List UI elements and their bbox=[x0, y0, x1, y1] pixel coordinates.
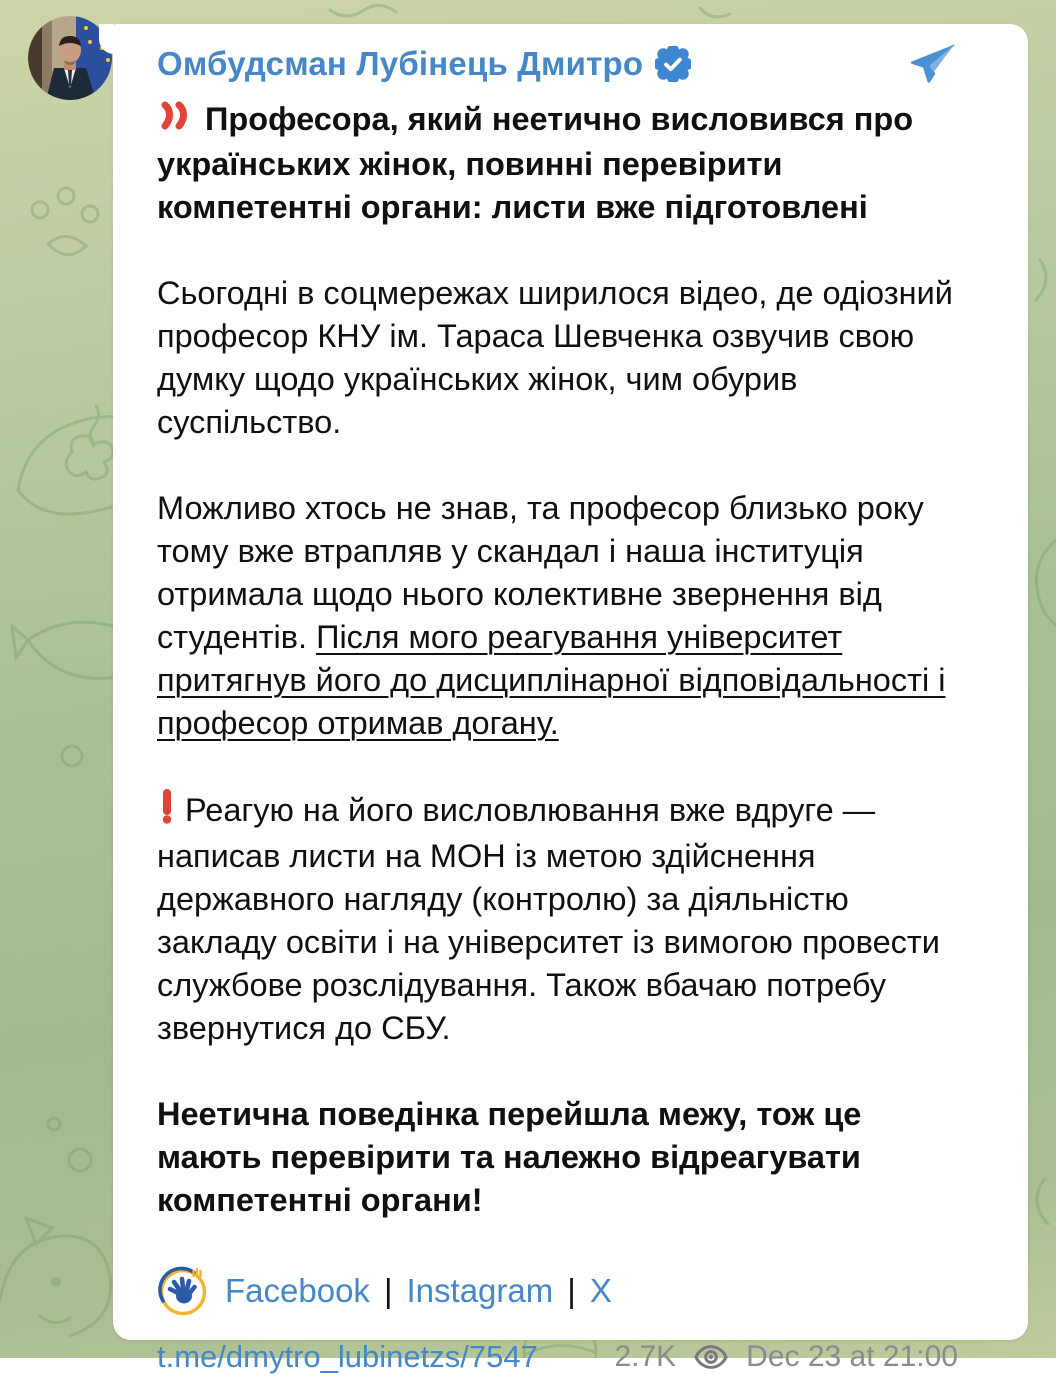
facebook-link[interactable]: Facebook bbox=[225, 1272, 370, 1309]
meta-right bbox=[614, 1337, 958, 1377]
paragraph-actions-text: Реагую на його висловлювання вже вдруге — написав листи на МОН із метою здійснення державного нагляду (контролю) за діяльністю закладу освіти і на університет із вимогою провести службове розслідування. Також вбачаю потребу звернутися до СБУ. bbox=[157, 792, 940, 1046]
x-link[interactable]: X bbox=[589, 1272, 612, 1309]
separator: | bbox=[383, 1272, 393, 1309]
telegram-share-icon[interactable] bbox=[908, 42, 958, 86]
paragraph-history-underlined: Після мого реагування університет притягнув його до дисциплінарної відповідальності і професор отримав догану. bbox=[157, 619, 946, 741]
post-title bbox=[157, 98, 958, 229]
message-body bbox=[157, 98, 958, 1265]
red-exclamation-icon bbox=[159, 788, 175, 835]
paragraph-video: Сьогодні в соцмережах ширилося відео, де одіозний професор КНУ ім. Тараса Шевченка озвучив свою думку щодо українських жінок, чим обурив суспільство. bbox=[157, 275, 953, 440]
paragraph-actions bbox=[157, 788, 958, 1050]
ombudsman-hand-logo-icon bbox=[157, 1265, 209, 1317]
message-bubble bbox=[113, 24, 1028, 1374]
paragraph-history bbox=[157, 487, 958, 745]
verified-badge-icon bbox=[655, 46, 691, 82]
views-count: 2.7K bbox=[614, 1340, 677, 1373]
meta-row bbox=[157, 1337, 958, 1377]
post-title-text: Професора, який неетично висловився про українських жінок, повинні перевірити компетентні органи: листи вже підготовлені bbox=[157, 101, 914, 225]
paragraph-conclusion: Неетична поведінка перейшла межу, тож це мають перевірити та належно відреагувати компетентні органи! bbox=[157, 1096, 862, 1218]
paragraph-history-plain: Можливо хтось не знав, та професор близько року тому вже втрапляв у скандал і наша інституція отримала щодо нього колективне звернення від студентів. bbox=[157, 490, 924, 655]
separator: | bbox=[567, 1272, 576, 1309]
channel-name[interactable]: Омбудсман Лубінець Дмитро bbox=[157, 45, 644, 82]
social-links-row bbox=[157, 1265, 958, 1317]
eye-icon bbox=[694, 1344, 728, 1370]
post-permalink[interactable]: t.me/dmytro_lubinetzs/7547 bbox=[157, 1339, 538, 1374]
message-header bbox=[157, 42, 958, 86]
red-quote-icon bbox=[159, 100, 195, 143]
post-date: Dec 23 at 21:00 bbox=[746, 1340, 958, 1373]
instagram-link[interactable]: Instagram bbox=[406, 1272, 554, 1309]
